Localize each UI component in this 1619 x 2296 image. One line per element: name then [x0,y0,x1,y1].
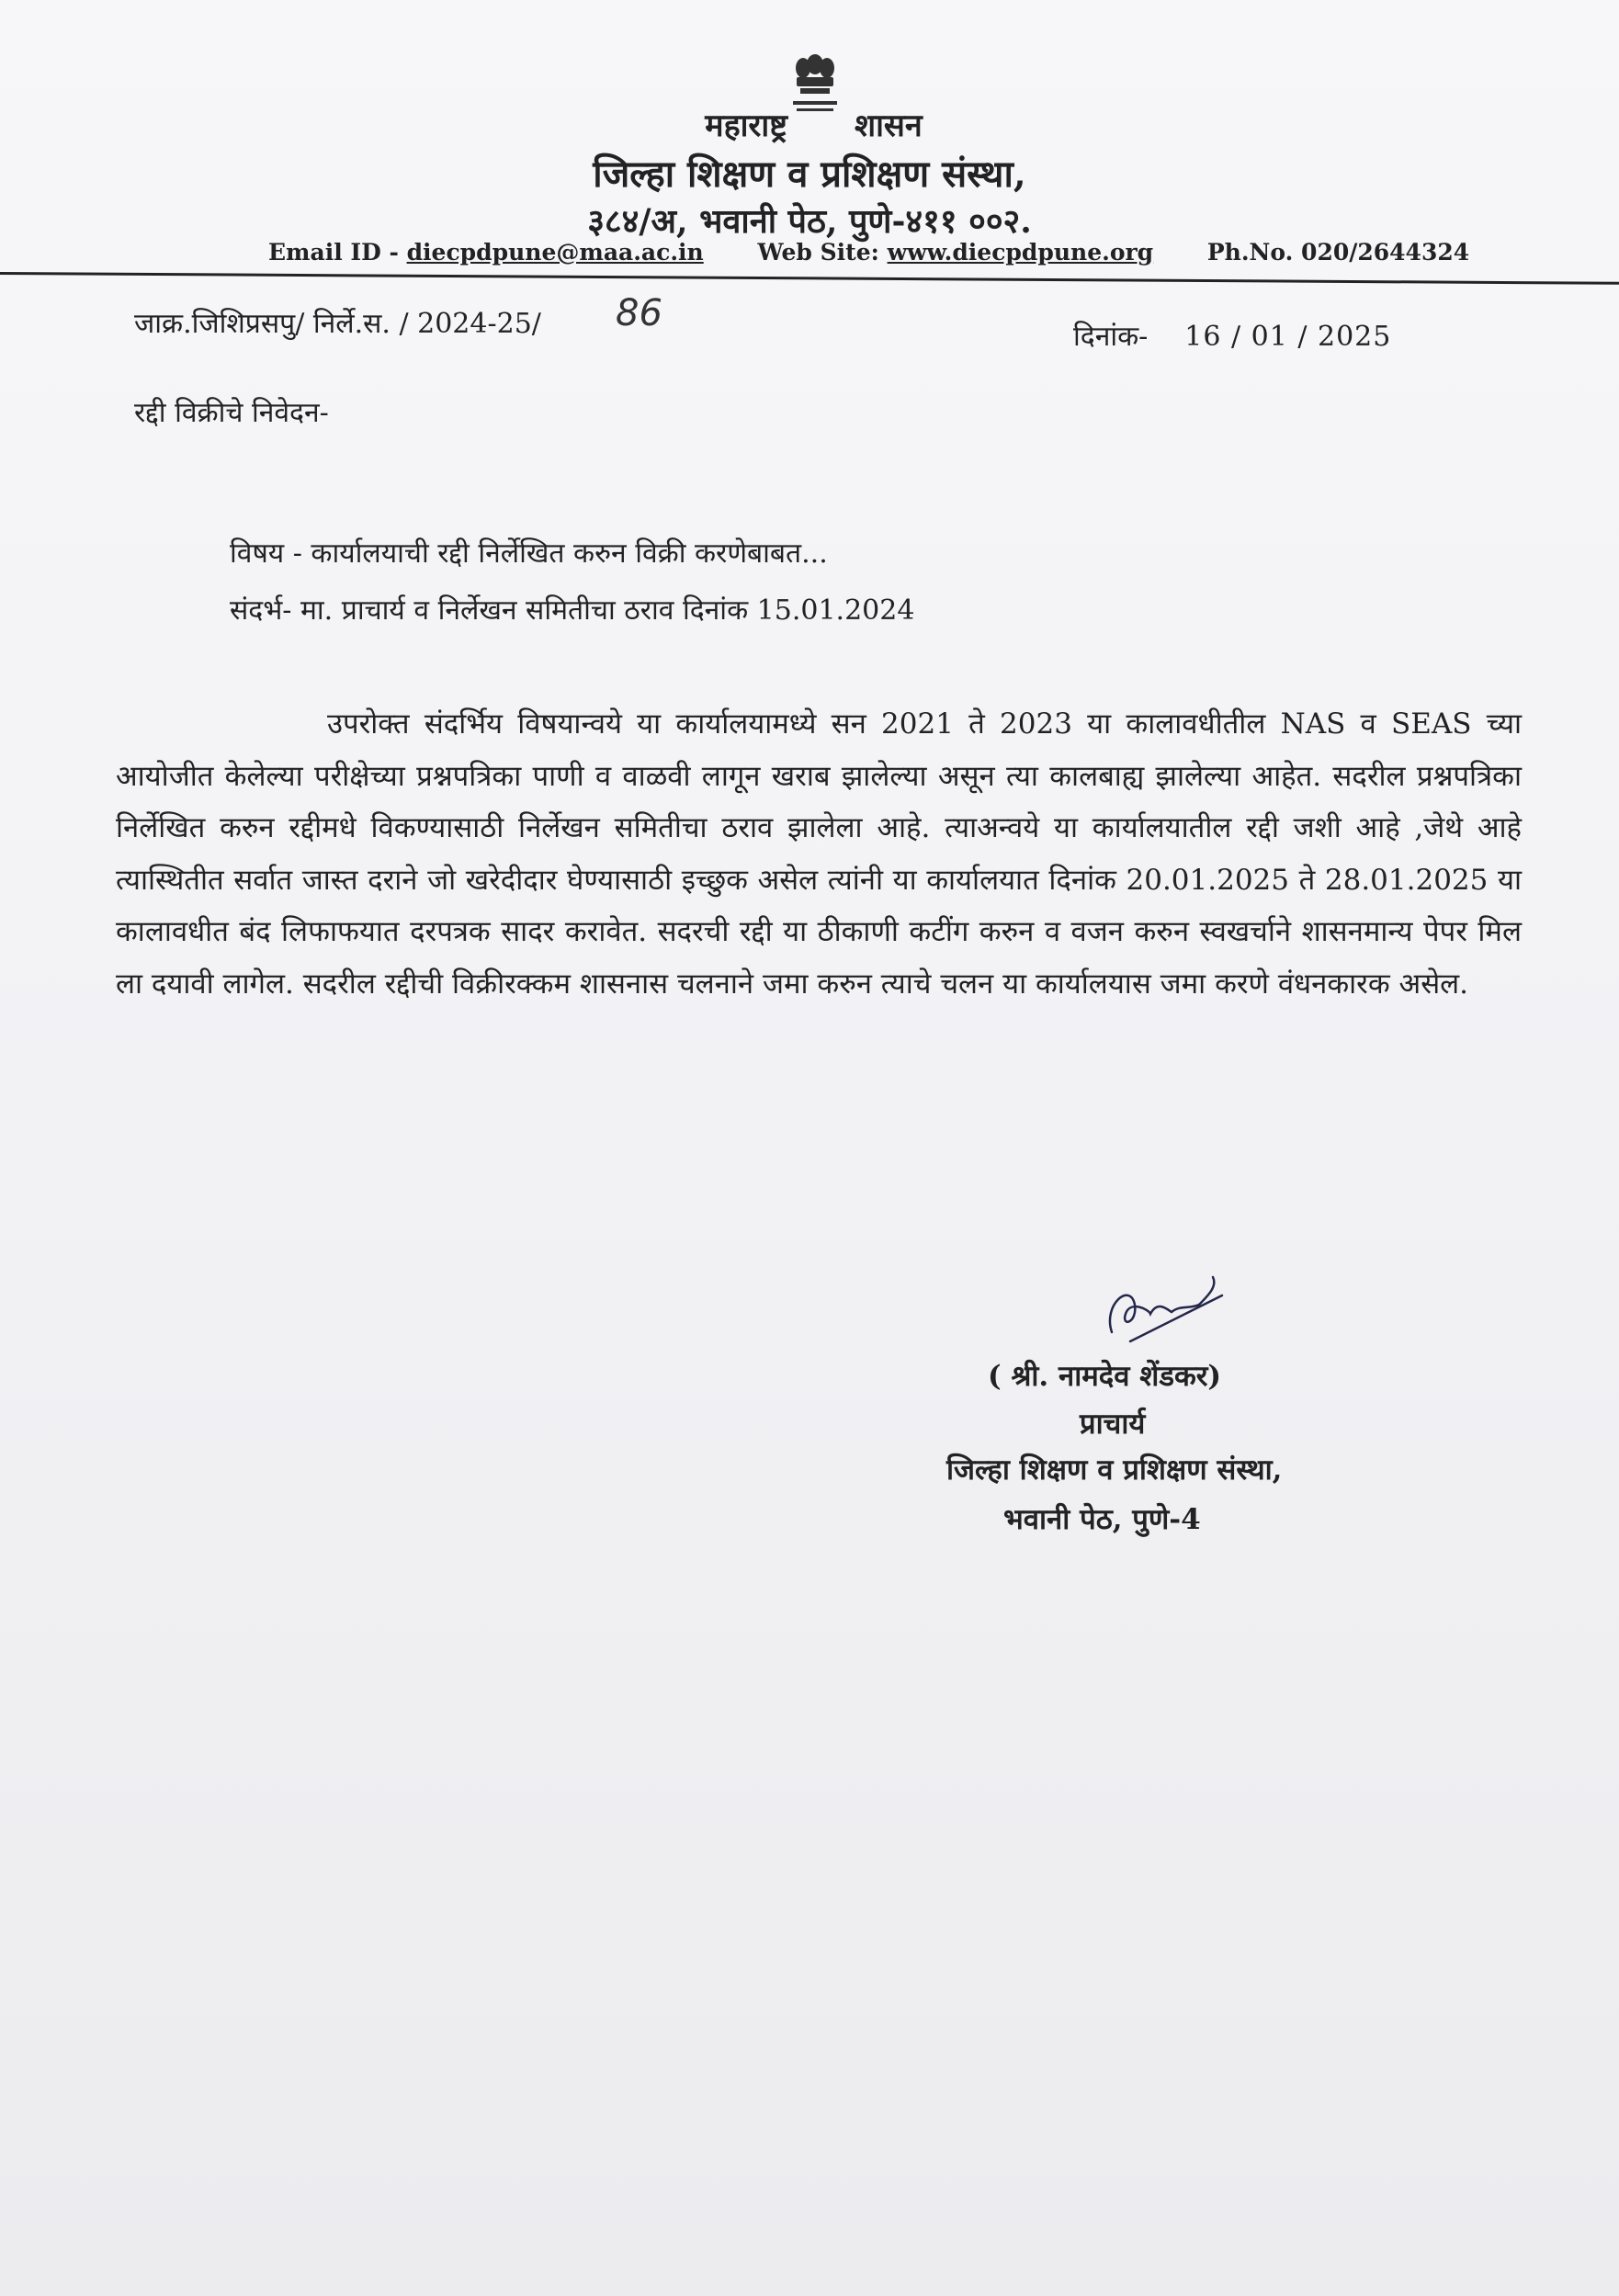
state-emblem-icon [787,48,843,135]
header-shasan: शासन [855,107,923,144]
signatory-organization: जिल्हा शिक्षण व प्रशिक्षण संस्था, [946,1453,1283,1487]
signatory-designation: प्राचार्य [1080,1408,1146,1441]
website-block [757,239,1160,266]
phone-number: Ph.No. 020/2644324 [1206,239,1470,266]
date-label: दिनांक- [1073,321,1149,353]
signature-mark [1093,1268,1227,1360]
email-label: Email ID - [268,239,399,266]
signatory-address: भवानी पेठ, पुणे-4 [1003,1503,1201,1536]
header-address: ३८४/अ, भवानी पेठ, पुणे-४११ ००२. [587,202,1032,241]
email-link[interactable]: diecpdpune@maa.ac.in [406,239,704,266]
signatory-name: ( श्री. नामदेव शेंडकर) [988,1360,1222,1393]
header-state: महाराष्ट्र [705,107,787,144]
notice-body: उपरोक्त संदर्भिय विषयान्वये या कार्यालयामध्ये सन 2021 ते 2023 या कालावधीतील NAS व SEAS च्या आयोजीत केलेल्या परीक्षेच्या प्रश्नपत्रिका पाणी व वाळवी लागून खराब झालेल्या असून त्या कालबाह्य झालेल्या आहेत. सदरील प्रश्नपत्रिका निर्लेखित करुन रद्दीमधे विकण्यासाठी निर्लेखन समितीचा ठराव झालेला आहे. त्याअन्वये या कार्यालयातील रद्दी जशी आहे ,जेथे आहे त्यास्थितीत सर्वात जास्त दराने जो खरेदीदार घेण्यासाठी इच्छुक असेल त्यांनी या कार्यालयात दिनांक 20.01.2025 ते 28.01.2025 या कालावधीत बंद लिफाफयात दरपत्रक सादर करावेत. सदरची रद्दी या ठीकाणी कटींग करुन व वजन करुन स्वखर्चाने शासनमान्य पेपर मिल ला दयावी लागेल. सदरील रद्दीची विक्रीरक्कम शासनास चलनाने जमा करुन त्याचे चलन या कार्यालयास जमा करणे वंधनकारक असेल. [116,707,1522,1001]
email-block [268,239,711,266]
header-divider [0,272,1619,285]
website-label: Web Site: [757,239,879,266]
website-link[interactable]: www.diecpdpune.org [887,239,1154,266]
subject-line: विषय - कार्यालयाची रद्दी निर्लेखित करुन विक्री करणेबाबत... [230,537,828,570]
reference-number-handwritten: 86 [616,292,662,334]
header-institution: जिल्हा शिक्षण व प्रशिक्षण संस्था, [593,153,1026,196]
reference-number-prefix: जाक्र.जिशिप्रसपु/ निर्ले.स. / 2024-25/ [134,308,541,340]
notice-title: रद्दी विक्रीचे निवेदन- [134,397,329,429]
letter-date [1073,316,1391,354]
header-contact [268,239,1515,266]
reference-line: संदर्भ- मा. प्राचार्य व निर्लेखन समितीचा ठराव दिनांक 15.01.2024 [230,594,915,627]
date-value: 16 / 01 / 2025 [1184,321,1392,353]
